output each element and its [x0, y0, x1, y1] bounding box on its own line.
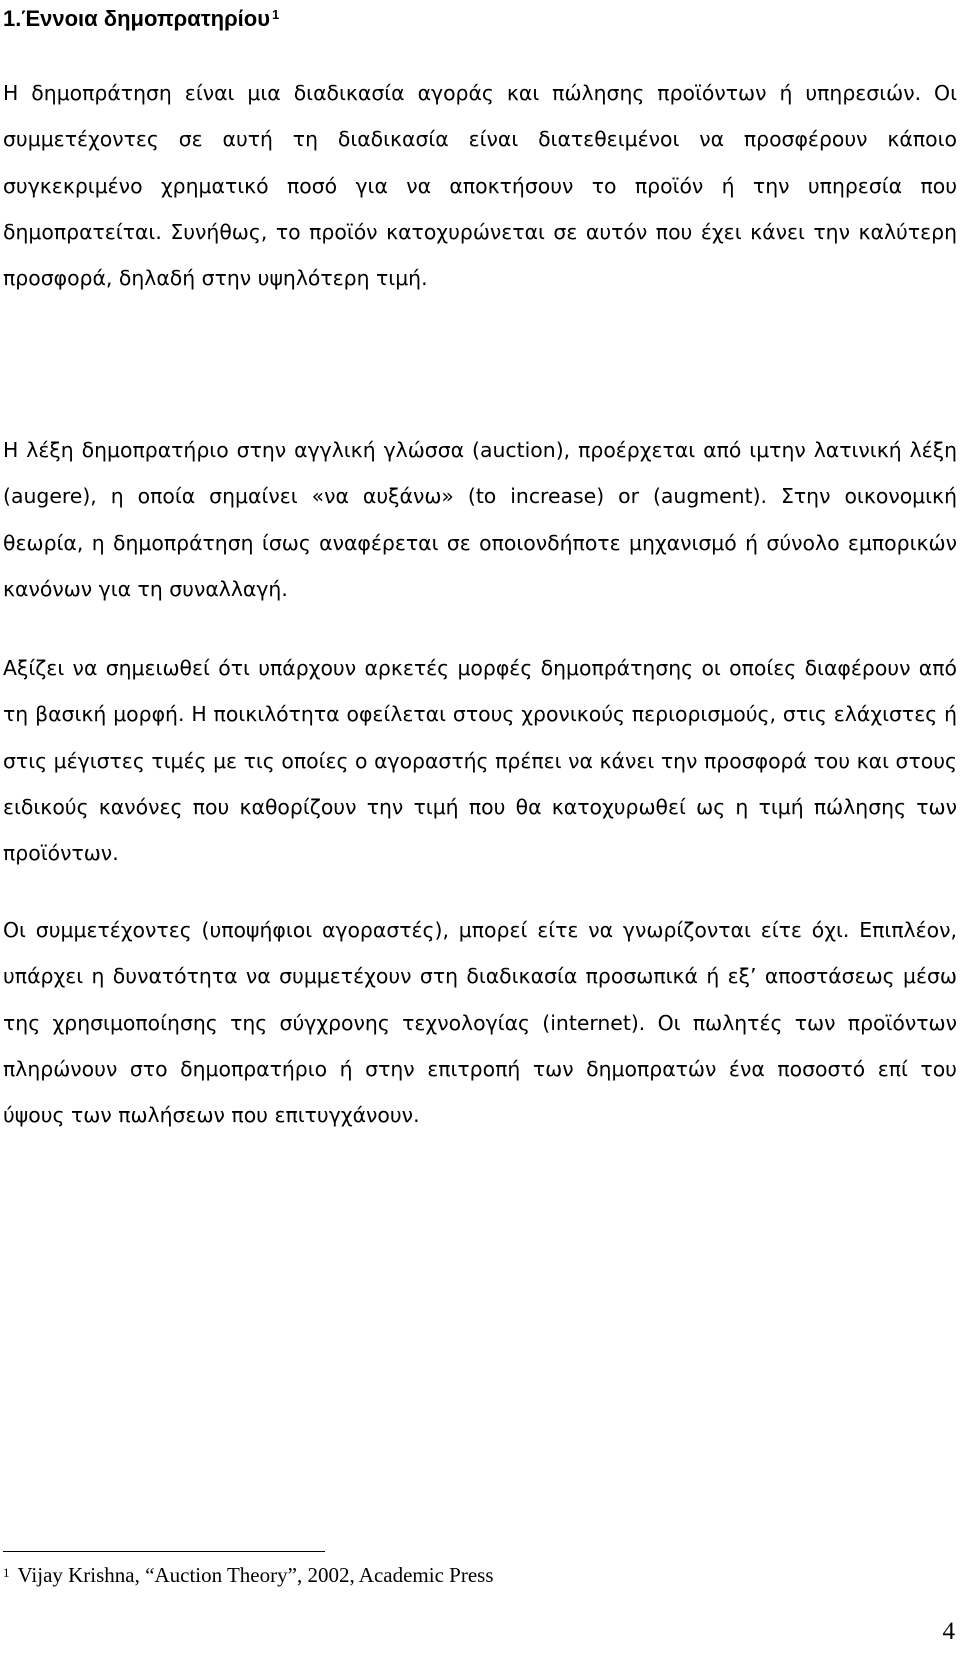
section-heading [3, 2, 279, 36]
footnote-divider [3, 1551, 325, 1552]
paragraph-etymology: Η λέξη δημοπρατήριο στην αγγλική γλώσσα (auction), προέρχεται από ιμτην λατινική λέξη (augere), η οποία σημαίνει «να αυξάνω» (to increase) or (augment). Στην οικονομική θεωρία, η δημοπράτηση ίσως αναφέρεται σε οποιονδήποτε μηχανισμό ή σύνολο εμπορικών κανόνων για τη συναλλαγή. [3, 438, 957, 601]
footnote-marker: 1 [3, 1565, 10, 1580]
paragraph-auction-forms: Αξίζει να σημειωθεί ότι υπάρχουν αρκετές μορφές δημοπράτησης οι οποίες διαφέρουν από τη βασική μορφή. Η ποικιλότητα οφείλεται στους χρονικούς περιορισμούς, στις ελάχιστες ή στις μέγιστες τιμές με τις οποίες ο αγοραστής πρέπει να κάνει την προσφορά του και στους ειδικούς κανόνες που καθορίζουν την τιμή που θα κατοχυρωθεί ως η τιμή πώλησης των προϊόντων. [3, 656, 957, 866]
page-number: 4 [942, 1618, 955, 1645]
paragraph-definition: Η δημοπράτηση είναι μια διαδικασία αγοράς και πώλησης προϊόντων ή υπηρεσιών. Οι συμμετέχοντες σε αυτή τη διαδικασία είναι διατεθειμένοι να προσφέρουν κάποιο συγκεκριμένο χρηματικό ποσό για να αποκτήσουν το προϊόν ή την υπηρεσία που δημοπρατείται. Συνήθως, το προϊόν κατοχυρώνεται σε αυτόν που έχει κάνει την καλύτερη προσφορά, δηλαδή στην υψηλότερη τιμή. [3, 81, 957, 291]
paragraph-participants: Οι συμμετέχοντες (υποψήφιοι αγοραστές), μπορεί είτε να γνωρίζονται είτε όχι. Επιπλέον, υπάρχει η δυνατότητα να συμμετέχουν στη διαδικασία προσωπικά ή εξ’ αποστάσεως μέσω της χρησιμοποίησης της σύγχρονης τεχνολογίας (internet). Οι πωλητές των προϊόντων πληρώνουν στο δημοπρατήριο ή στην επιτροπή των δημοπρατών ένα ποσοστό επί του ύψους των πωλήσεων που επιτυγχάνουν. [3, 918, 957, 1128]
footnote-text: Vijay Krishna, “Auction Theory”, 2002, Academic Press [17, 1563, 494, 1587]
footnote-reference: 1 [272, 7, 280, 22]
section-title: 1.Έννοια δημοπρατηρίου [3, 6, 271, 31]
footnote [3, 1559, 494, 1591]
